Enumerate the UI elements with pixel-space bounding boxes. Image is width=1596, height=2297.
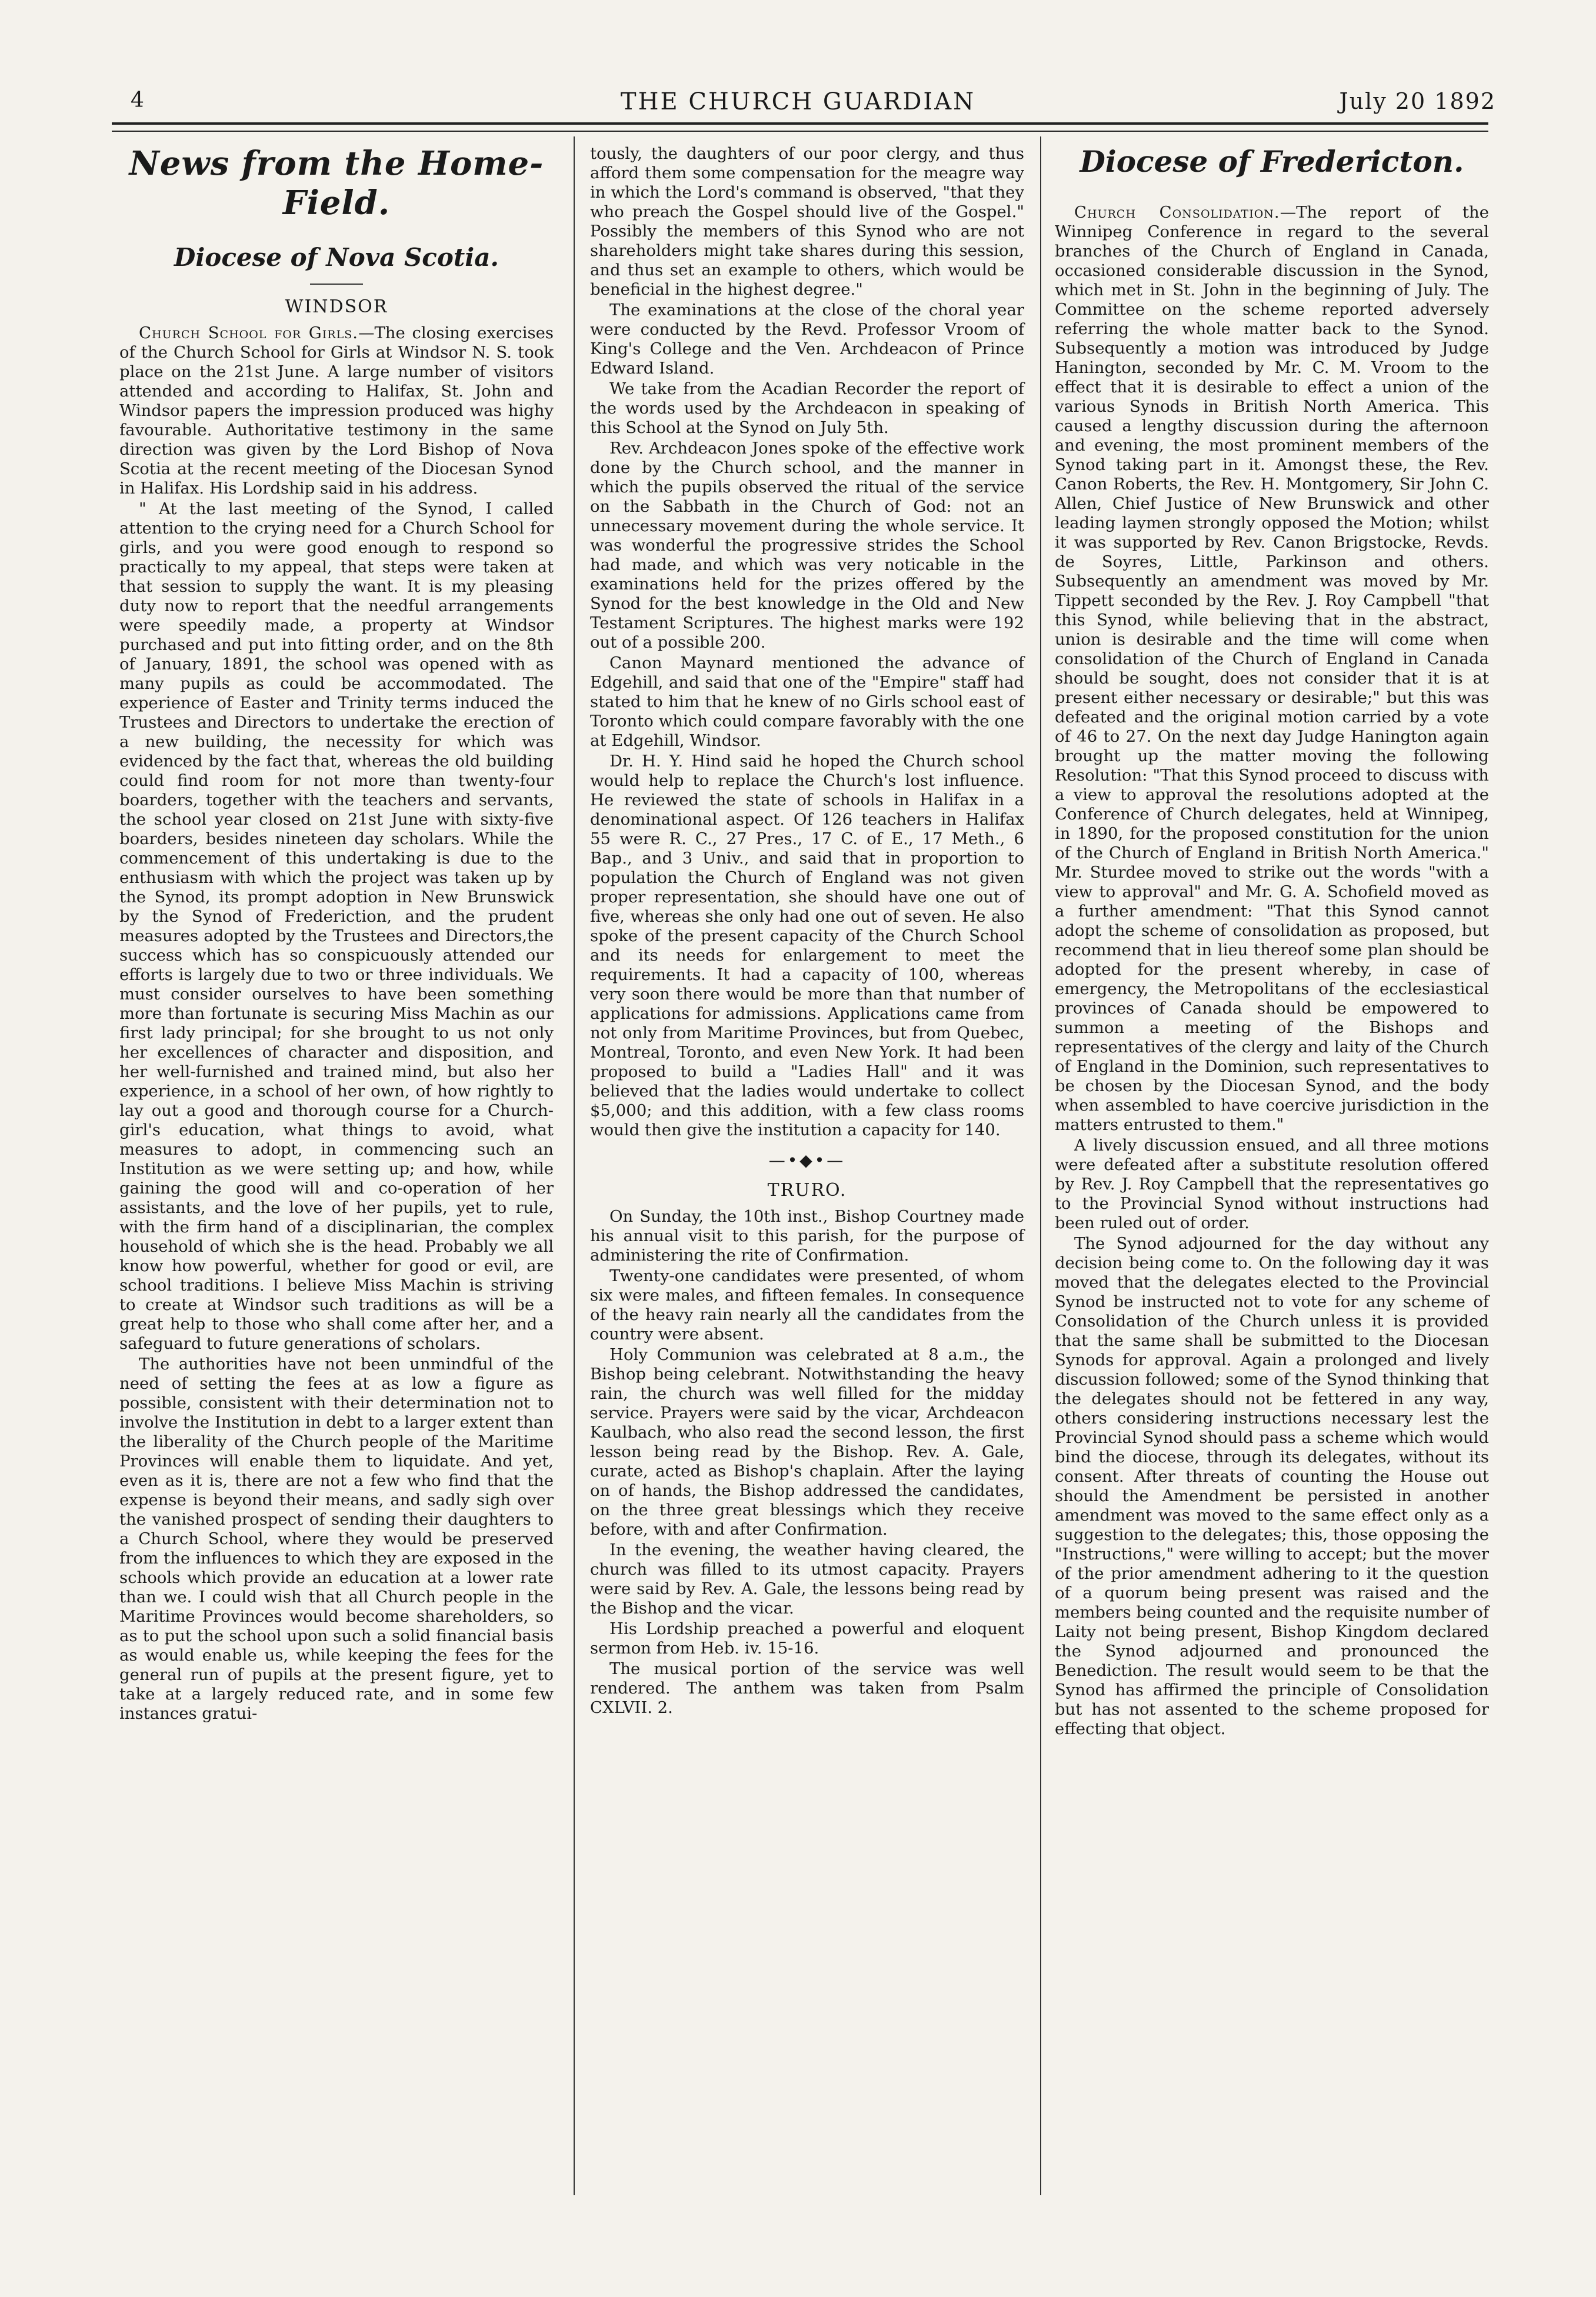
article-paragraph: The authorities have not been unmindful of the need of setting the fees at as low a figure as possible, consistent with their determination not to involve the Institution in debt to a larger extent than the liberality of the Church people of the Maritime Provinces will enable them to liquidate. And yet, even as it is, there are not a few who find that the expense is beyond their means, and sadly sigh over the vanished prospect of sending their daughters to a Church School, where they would be preserved from the influences to which they are exposed in the schools which provide an education at a lower rate than we. I could wish that all Church people in the Maritime Provinces would become shareholders, so as to put the school upon such a solid financial basis as would enable us, while keeping the fees for the general run of pupils at the present figure, yet to take at a largely reduced rate, and in some few instances gratui- <box>119 1354 554 1723</box>
section-banner: News from the Home-Field. <box>129 144 544 223</box>
article-paragraph: The Synod adjourned for the day without any decision being come to. On the following day it was moved that the delegates elected to the Provincial Synod be instructed not to vote for any scheme of Consolidation of the Church unless it is provided that the same shall be submitted to the Diocesan Synods for approval. Again a prolonged and lively discussion followed; some of the Synod thinking that the delegates should not be fettered in any way, others considering instructions necessary lest the Provincial Synod should pass a scheme which would bind the diocese, through its delegates, without its consent. After threats of counting the House out should the Amendment be persisted in another amendment was moved to the same effect only as a suggestion to the delegates; this, those opposing the "Instructions," were willing to accept; but the mover of the prior amendment adhering to it the question of a quorum being present was raised and the members being counted and the requisite number of Laity not being present, Bishop Kingdom declared the Synod adjourned and pronounced the Benediction. The result would seem to be that the Synod has affirmed the principle of Consolidation but has not assented to the scheme proposed for effecting that object. <box>1055 1234 1489 1738</box>
issue-date: July 20 1892 <box>1339 88 1496 114</box>
header-rule-thin <box>112 131 1488 132</box>
article-paragraph: tously, the daughters of our poor clergy, and thus afford them some compensation for the meagre way in which the Lord's command is observed, "that they who preach the Gospel should live of the Gospel." Possibly the members of this Synod who are not shareholders might take shares during this session, and thus set an example to others, which would be beneficial in the highest degree." <box>590 144 1024 299</box>
article-paragraph: Rev. Archdeacon Jones spoke of the effective work done by the Church school, and the manner in which the pupils observed the ritual of the service on the Sabbath in the Church of God: not an unnecessary movement during the whole service. It was wonderful the progressive strides the School had made, and which was very noticable in the examinations held for the prizes offered by the Synod for the best knowledge in the Old and New Testament Scriptures. The highest marks were 192 out of a possible 200. <box>590 439 1024 652</box>
column-1 <box>119 144 554 1725</box>
article-paragraph: In the evening, the weather having cleared, the church was filled to its utmost capacity. Prayers were said by Rev. A. Gale, the lessons being read by the Bishop and the vicar. <box>590 1540 1024 1618</box>
article-paragraph: Dr. H. Y. Hind said he hoped the Church school would help to replace the Church's lost influence. He reviewed the state of schools in Halifax in a denominational aspect. Of 126 teachers in Halifax 55 were R. C., 27 Pres., 17 C. of E., 17 Meth., 6 Bap., and 3 Univ., and said that in proportion to population the Church of England was not given proper representation, she should have one out of five, whereas she only had one out of seven. He also spoke of the present capacity of the Church School and its needs for enlargement to meet the requirements. It had a capacity of 100, whereas very soon there would be more than that number of applications for admissions. Applications came from not only from Maritime Provinces, but from Quebec, Montreal, Toronto, and even New York. It had been proposed to build a "Ladies Hall" and it was believed that the ladies would undertake to collect $5,000; and this addition, with a few class rooms would then give the institution a capacity for 140. <box>590 752 1024 1139</box>
article-paragraph: Holy Communion was celebrated at 8 a.m., the Bishop being celebrant. Notwithstanding the heavy rain, the church was well filled for the midday service. Prayers were said by the vicar, Archdeacon Kaulbach, who also read the second lesson, the first lesson being read by the Bishop. Rev. A. Gale, curate, acted as Bishop's chaplain. After the laying on of hands, the Bishop addressed the candidates, on the three great blessings which they receive before, with and after Confirmation. <box>590 1345 1024 1539</box>
article-paragraph: Church Consolidation.—The report of the Winnipeg Conference in regard to the several branches of the Church of England in Canada, occasioned considerable discussion in the Synod, which met in St. John in the beginning of July. The Committee on the scheme reported adversely referring the whole matter back to the Synod. Subsequently a motion was introduced by Judge Hanington, seconded by Mr. C. M. Vroom to the effect that it is desirable to effect a union of the various Synods in British North America. This caused a lengthy discussion during the afternoon and evening, the most prominent members of the Synod taking part in it. Amongst these, the Rev. Canon Roberts, the Rev. H. Montgomery, Sir John C. Allen, Chief Justice of New Brunswick and other leading laymen strongly opposed the Motion; whilst it was supported by Rev. Canon Brigstocke, Revds. de Soyres, Little, Parkinson and others. Subsequently an amendment was moved by Mr. Tippett seconded by the Rev. J. Roy Campbell "that this Synod, while believing that in the abstract, union is desirable and the time will come when consolidation of the Church of England in Canada should be sought, does not consider that it is at present either necessary or desirable;" but this was defeated and the original motion carried by a vote of 46 to 27. On the next day Judge Hanington again brought up the matter moving the following Resolution: "That this Synod proceed to discuss with a view to approval the resolutions adopted at the Conference of Church delegates, held at Winnipeg, in 1890, for the proposed constitution for the union of the Church of England in British North America." Mr. Sturdee moved to strike out the words "with a view to approval" and Mr. G. A. Schofield moved as a further amendment: "That this Synod cannot adopt the scheme of consolidation as proposed, but recommend that in lieu thereof some plan should be adopted for the present whereby, in case of emergency, the Metropolitans of the ecclesiastical provinces of Canada should be empowered to summon a meeting of the Bishops and representatives of the clergy and laity of the Church of England in the Dominion, such representatives to be chosen by the Diocesan Synod, and the body when assembled to have coercive jurisdiction in the matters entrusted to them." <box>1055 203 1489 1134</box>
running-head <box>0 88 1596 124</box>
place-heading: WINDSOR <box>285 296 388 317</box>
article-paragraph: Church School for Girls.—The closing exercises of the Church School for Girls at Windsor N. S. took place on the 21st June. A large number of visitors attended and according to Halifax, St. John and Windsor papers the impression produced was highy favourable. Authoritative testimony in the same direction was given by the Lord Bishop of Nova Scotia at the recent meeting of the Diocesan Synod in Halifax. His Lordship said in his address. <box>119 323 554 498</box>
lead-label: Church Consolidation. <box>1074 203 1280 222</box>
article-paragraph: A lively discussion ensued, and all three motions were defeated after a substitute resolution offered by Rev. J. Roy Campbell that the representatives go to the Provincial Synod without instructions had been ruled out of order. <box>1055 1136 1489 1232</box>
article-paragraph: Canon Maynard mentioned the advance of Edgehill, and said that one of the "Empire" staff had stated to him that he knew of no Girls school east of Toronto which could compare favorably with the one at Edgehill, Windsor. <box>590 654 1024 750</box>
short-rule <box>310 284 363 285</box>
article-paragraph: The musical portion of the service was well rendered. The anthem was taken from Psalm CXLVII. 2. <box>590 1659 1024 1717</box>
place-heading: TRURO. <box>767 1179 847 1201</box>
article-paragraph: On Sunday, the 10th inst., Bishop Courtney made his annual visit to this parish, for the purpose of administering the rite of Confirmation. <box>590 1206 1024 1265</box>
article-paragraph: " At the last meeting of the Synod, I called attention to the crying need for a Church School for girls, and you were good enough to respond so practically to my appeal, that steps were taken at that session to supply the want. It is my pleasing duty now to report that the needful arrangements were speedily made, a property at Windsor purchased and put into fitting order, and on the 8th of January, 1891, the school was opened with as many pupils as could be accommodated. The experience of Easter and Trinity terms induced the Trustees and Directors to undertake the erection of a new building, the necessity for which was evidenced by the fact that, whereas the old building could find room for not more than twenty-four boarders, together with the teachers and servants, the school year closed on 21st June with sixty-five boarders, besides nineteen day scholars. While the commencement of this undertaking is due to the enthusiasm with which the project was taken up by the Synod, its prompt adoption in New Brunswick by the Synod of Frederiction, and the prudent measures adopted by the Trustees and Directors,the success which has so conspicuously attended our efforts is largely due to two or three individuals. We must consider ourselves to have been something more than fortunate is securing Miss Machin as our first lady principal; for she brought to us not only her excellences of character and disposition, and her well-furnished and trained mind, but also her experience, in a school of her own, of how rightly to lay out a good and thorough course for a Church-girl's education, what things to avoid, what measures to adopt, in commencing such an Institution as we were setting up; and how, while gaining the good will and co-operation of her assistants, and the love of her pupils, yet to rule, with the firm hand of a disciplinarian, the complex household of which she is the head. Probably we all know how powerful, whether for good or evil, are school traditions. I believe Miss Machin is striving to create at Windsor such traditions as will be a great help to those who shall come after her, and a safeguard to future generations of scholars. <box>119 499 554 1353</box>
article-paragraph: Twenty-one candidates were presented, of whom six were males, and fifteen females. In consequence of the heavy rain nearly all the candidates from the country were absent. <box>590 1266 1024 1343</box>
column-divider <box>574 136 575 2195</box>
article-paragraph: The examinations at the close of the choral year were conducted by the Revd. Professor Vroom of King's College and the Ven. Archdeacon of Prince Edward Island. <box>590 301 1024 378</box>
column-divider <box>1040 136 1041 2195</box>
page-number: 4 <box>131 88 144 112</box>
column-3 <box>1055 144 1489 1740</box>
newspaper-title: THE CHURCH GUARDIAN <box>620 88 976 115</box>
column-2 <box>590 144 1024 1719</box>
article-paragraph: His Lordship preached a powerful and eloquent sermon from Heb. iv. 15-16. <box>590 1619 1024 1658</box>
diocese-heading: Diocese of Fredericton. <box>1079 144 1464 179</box>
header-rule <box>112 122 1488 125</box>
article-paragraph: We take from the Acadian Recorder the report of the words used by the Archdeacon in speaking of this School at the Synod on July 5th. <box>590 379 1024 437</box>
ornament-divider: —•◆•— <box>768 1151 846 1170</box>
diocese-heading: Diocese of Nova Scotia. <box>174 243 499 272</box>
lead-label: Church School for Girls. <box>139 323 358 342</box>
